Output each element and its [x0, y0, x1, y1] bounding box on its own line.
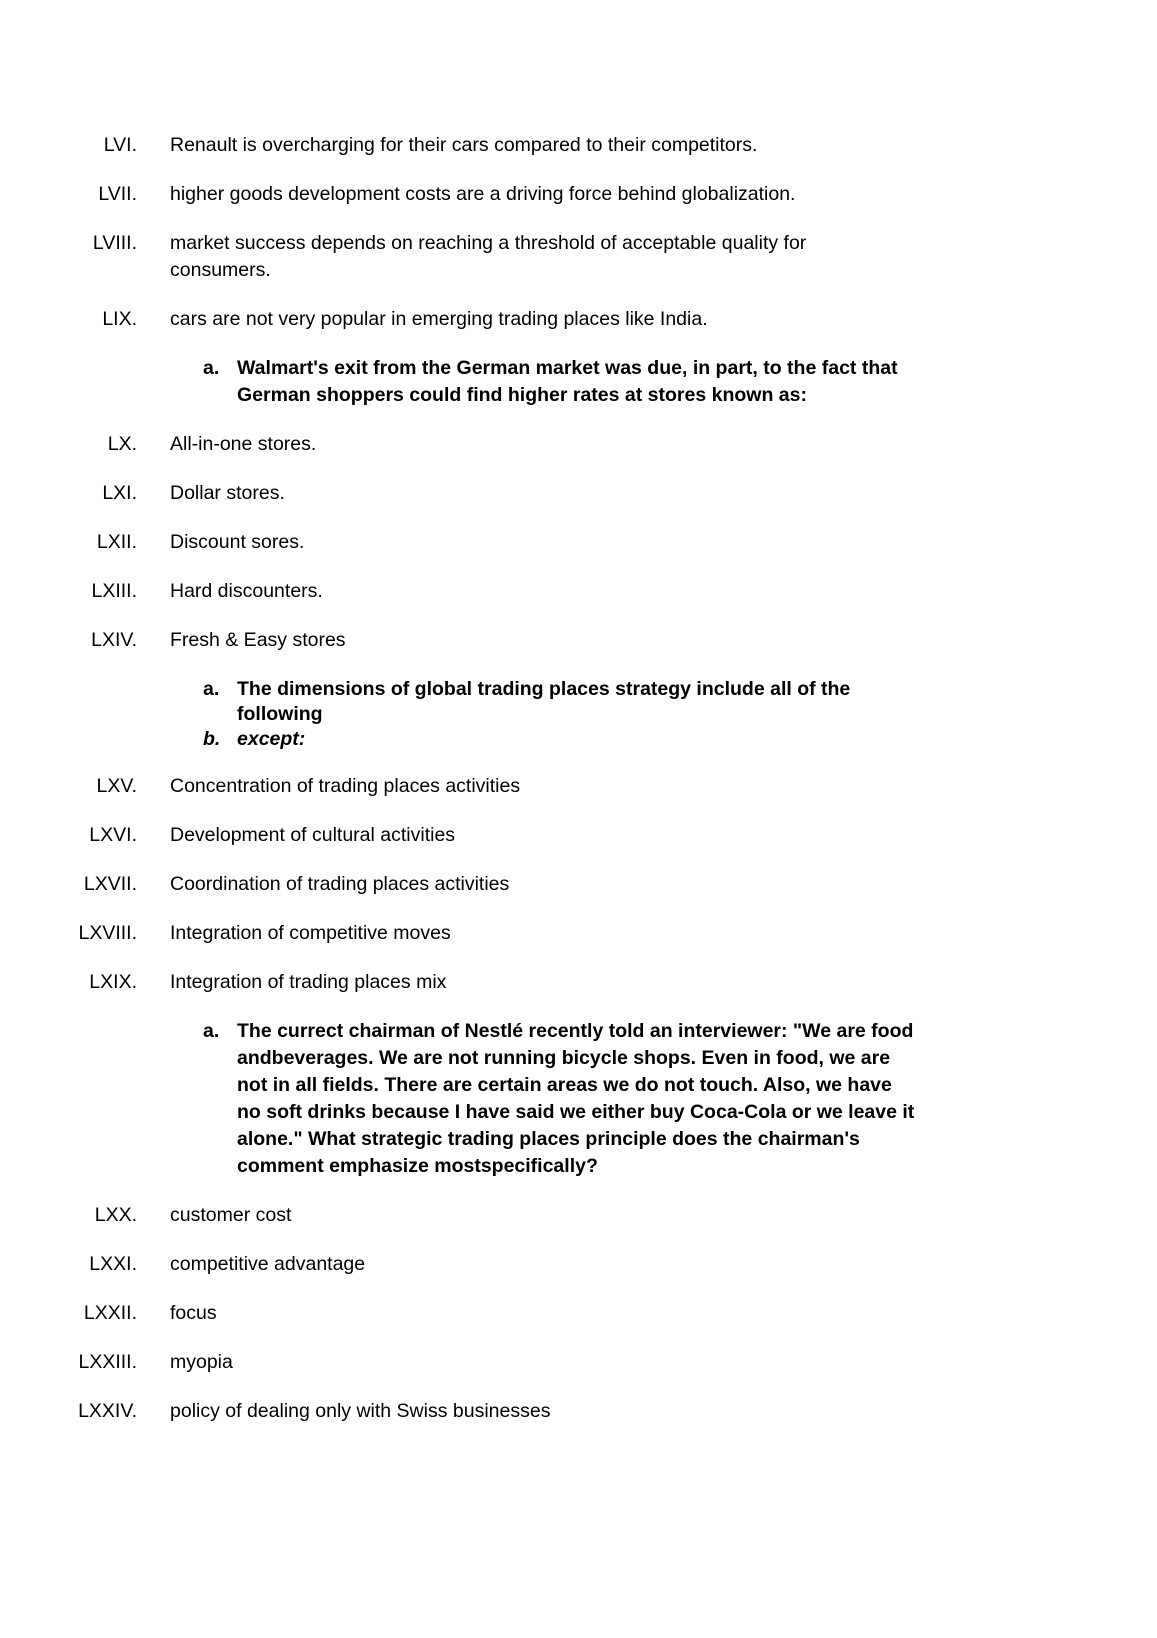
item-text: customer cost: [170, 1204, 292, 1226]
question-label: a.: [203, 678, 220, 700]
document-page: [0, 132, 1157, 1447]
list-item: [0, 773, 1157, 800]
question-line: Walmart's exit from the German market was due, in part, to the fact that: [237, 357, 898, 379]
item-text: higher goods development costs are a driving force behind globalization.: [170, 183, 796, 205]
item-text: Integration of competitive moves: [170, 922, 451, 944]
item-number: LIX.: [102, 308, 137, 330]
list-item: [0, 1202, 1157, 1229]
item-number: LVII.: [98, 183, 137, 205]
question-line: andbeverages. We are not running bicycle shops. Even in food, we are: [237, 1047, 891, 1069]
list-item: [0, 871, 1157, 898]
item-text: Integration of trading places mix: [170, 971, 447, 993]
question: [0, 676, 1157, 751]
list-item: [0, 1300, 1157, 1327]
item-text: Hard discounters.: [170, 580, 323, 602]
item-number: LXI.: [102, 482, 137, 504]
text-line: consumers.: [170, 259, 271, 281]
item-number: LXVI.: [89, 824, 137, 846]
item-number: LVIII.: [92, 232, 137, 254]
list-item: [0, 132, 1157, 159]
question-line: except:: [237, 728, 306, 750]
question-line: not in all fields. There are certain areas we do not touch. Also, we have: [237, 1074, 892, 1096]
question-line: comment emphasize mostspecifically?: [237, 1155, 598, 1177]
list-item: [0, 969, 1157, 996]
list-item: [0, 920, 1157, 947]
item-number: LXIX.: [89, 971, 137, 993]
item-text: competitive advantage: [170, 1253, 366, 1275]
item-text: myopia: [170, 1351, 233, 1373]
item-number: LXXIII.: [78, 1351, 137, 1373]
question-label: a.: [203, 1020, 220, 1042]
question-line: alone." What strategic trading places principle does the chairman's: [237, 1128, 860, 1150]
question: [0, 1018, 1157, 1180]
item-text: cars are not very popular in emerging trading places like India.: [170, 308, 708, 330]
item-text: focus: [170, 1302, 217, 1324]
question-line: following: [237, 703, 323, 725]
list-item: [0, 578, 1157, 605]
item-number: LXV.: [96, 775, 137, 797]
list-item: [0, 627, 1157, 654]
question-line: German shoppers could find higher rates at stores known as:: [237, 384, 807, 406]
item-number: LXVII.: [83, 873, 137, 895]
list-item: [0, 306, 1157, 333]
item-text: policy of dealing only with Swiss businesses: [170, 1400, 551, 1422]
item-number: LXXIV.: [78, 1400, 137, 1422]
item-number: LXXI.: [89, 1253, 137, 1275]
list-item: [0, 1398, 1157, 1425]
item-text: Fresh & Easy stores: [170, 629, 346, 651]
item-text: Discount sores.: [170, 531, 305, 553]
question-label: a.: [203, 357, 220, 379]
item-number: LXX.: [94, 1204, 137, 1226]
item-text: Coordination of trading places activities: [170, 873, 510, 895]
item-text: Renault is overcharging for their cars compared to their competitors.: [170, 134, 758, 156]
list-item: [0, 1251, 1157, 1278]
question-line: no soft drinks because I have said we either buy Coca-Cola or we leave it: [237, 1101, 915, 1123]
list-item: [0, 230, 1157, 284]
list-item: [0, 480, 1157, 507]
list-item: [0, 1349, 1157, 1376]
text-line: market success depends on reaching a threshold of acceptable quality for: [170, 232, 807, 254]
item-text: All-in-one stores.: [170, 433, 317, 455]
list-item: [0, 822, 1157, 849]
question-line: The currect chairman of Nestlé recently told an interviewer: "We are food: [237, 1020, 914, 1042]
item-number: LXIII.: [91, 580, 137, 602]
question-label-b: b.: [203, 728, 221, 750]
item-number: LVI.: [103, 134, 137, 156]
list-item: [0, 181, 1157, 208]
item-text: Development of cultural activities: [170, 824, 456, 846]
item-number: LXIV.: [91, 629, 137, 651]
list-item: [0, 431, 1157, 458]
item-text: [170, 230, 890, 284]
list-item: [0, 529, 1157, 556]
item-number: LX.: [107, 433, 137, 455]
item-number: LXXII.: [83, 1302, 137, 1324]
item-number: LXII.: [96, 531, 137, 553]
item-number: LXVIII.: [78, 922, 137, 944]
item-text: Dollar stores.: [170, 482, 285, 504]
question-line: The dimensions of global trading places strategy include all of the: [237, 678, 851, 700]
item-text: Concentration of trading places activities: [170, 775, 521, 797]
question: [0, 355, 1157, 409]
